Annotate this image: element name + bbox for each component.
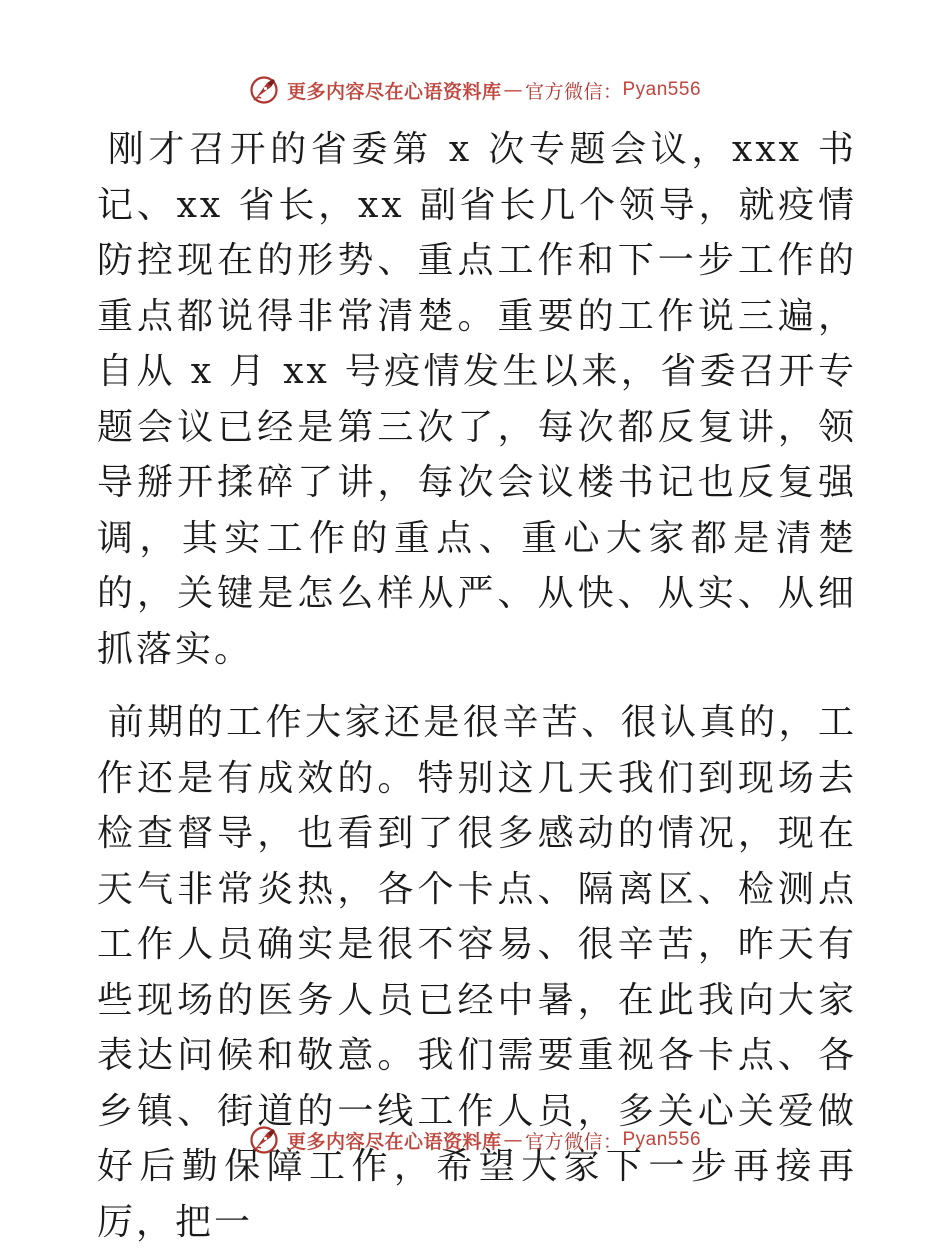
pen-nib-logo-icon bbox=[249, 1125, 279, 1155]
header-wechat-id: Pyan556 bbox=[622, 79, 702, 100]
footer-wechat-id: Pyan556 bbox=[622, 1129, 702, 1150]
pen-nib-logo-icon bbox=[249, 75, 279, 105]
footer-wechat-label: 官方微信： bbox=[524, 1130, 623, 1153]
footer-slogan: 更多内容尽在心语资料库 bbox=[286, 1130, 502, 1153]
header-slogan: 更多内容尽在心语资料库 bbox=[286, 80, 502, 103]
footer-banner-text bbox=[287, 1127, 701, 1154]
footer-banner bbox=[0, 1120, 950, 1160]
header-banner-text bbox=[287, 77, 701, 104]
document-body bbox=[97, 122, 857, 1250]
header-banner bbox=[0, 70, 950, 110]
paragraph-2: 前期的工作大家还是很辛苦、很认真的，工作还是有成效的。特别这几天我们到现场去检查督导，也看到了很多感动的情况，现在天气非常炎热，各个卡点、隔离区、检测点工作人员确实是很不容易、很辛苦，昨天有些现场的医务人员已经中暑，在此我向大家表达问候和敬意。我们需要重视各卡点、各乡镇、街道的一线工作人员，多关心关爱做好后勤保障工作，希望大家下一步再接再厉，把一 bbox=[97, 702, 857, 1243]
paragraph-1: 刚才召开的省委第 x 次专题会议，xxx 书记、xx 省长，xx 副省长几个领导，就疫情防控现在的形势、重点工作和下一步工作的重点都说得非常清楚。重要的工作说三遍，自从 x 月 xx 号疫情发生以来，省委召开专题会议已经是第三次了，每次都反复讲，领导掰开揉碎了讲，每次会议楼书记也反复强调，其实工作的重点、重心大家都是清楚的，关键是怎么样从严、从快、从实、从细抓落实。 bbox=[97, 129, 857, 670]
header-wechat-label: 官方微信： bbox=[524, 80, 623, 103]
footer-dash: — bbox=[503, 1129, 523, 1151]
header-dash: — bbox=[503, 79, 523, 101]
